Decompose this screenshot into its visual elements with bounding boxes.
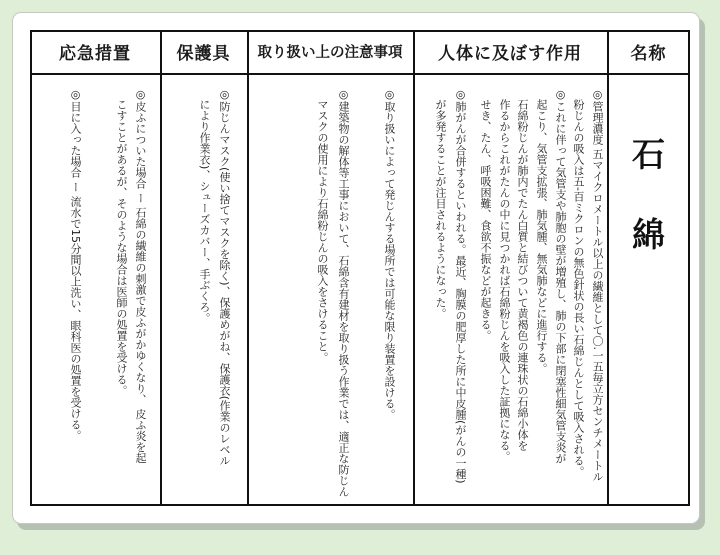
substance-name-char: 綿 (632, 215, 665, 254)
health-effects-line: 粉じんの吸入は五‐百ミクロンの無色針状の長い石綿じんとして吸入される。 (572, 99, 585, 477)
health-effects-line: 作るからこれがたんの中に見つかれば石綿粉じんを吸入した証拠になる。 (498, 99, 511, 462)
handling-precautions-line: マスクの使用により石綿粉じんの吸入をさけること。 (316, 99, 329, 363)
health-effects-line: 起こり、気管支拡張、肺気腫、無気肺などに進行する。 (535, 99, 548, 374)
handling-precautions-line: ◎建築物の解体等工事において、石綿含有建材を取り扱う作業では、適正な防じん (337, 88, 350, 497)
header-handling-precautions: 取り扱い上の注意事項 (257, 45, 403, 61)
column-divider (160, 30, 162, 506)
health-effects-line: せき、たん、呼吸困難、食欲不振などが起きる。 (479, 99, 492, 341)
header-health-effects: 人体に及ぼす作用 (438, 44, 582, 64)
protective-equipment-line: により作業衣)、シューズカバー、手ぶくろ。 (198, 99, 211, 324)
column-divider (247, 30, 249, 506)
column-divider (413, 30, 415, 506)
header-name: 名称 (630, 44, 667, 64)
substance-name-char: 石 (632, 135, 665, 174)
column-divider (607, 30, 609, 506)
health-effects-line: ◎肺がんが合併するといわれる。最近、胸膜の肥厚した所に中皮腫(がんの一種) (454, 88, 467, 484)
header-protective-equipment: 保護具 (176, 44, 231, 64)
health-effects-line: ◎管理濃度 五マイクロメートル以上の繊維として〇.一五毎立方センチメートル (591, 88, 604, 482)
health-effects-line: が多発することが注目されるようになった。 (434, 99, 447, 319)
first-aid-line: ◎皮ふについた場合 ー 石綿の繊維の刺激で皮ふがかゆくなり、 皮ふ炎を起 (134, 88, 147, 464)
handling-precautions-line: ◎取り扱いによって発じんする場所では可能な限り装置を設ける。 (383, 88, 396, 420)
first-aid-line: こすことがあるが、そのような場合は医師の処置を受ける。 (115, 99, 128, 396)
health-effects-line: 石綿粉じんが肺内でたん白質と結びついて黄褐色の連珠状の石綿小体を (516, 99, 529, 451)
header-first-aid: 応急措置 (59, 44, 131, 64)
protective-equipment-line: ◎防じんマスク(使い捨てマスクを除く)、保護めがね、保護衣(作業のレベル (218, 88, 231, 466)
first-aid-line: ◎目に入った場合 ー 流水で15分間以上洗い、眼科医の処置を受ける。 (69, 88, 82, 441)
health-effects-line: ◎これに伴って気管支や肺胞の壁が増殖し、肺の下部に閉塞性細気管支炎が (554, 88, 567, 464)
header-divider (30, 73, 690, 75)
